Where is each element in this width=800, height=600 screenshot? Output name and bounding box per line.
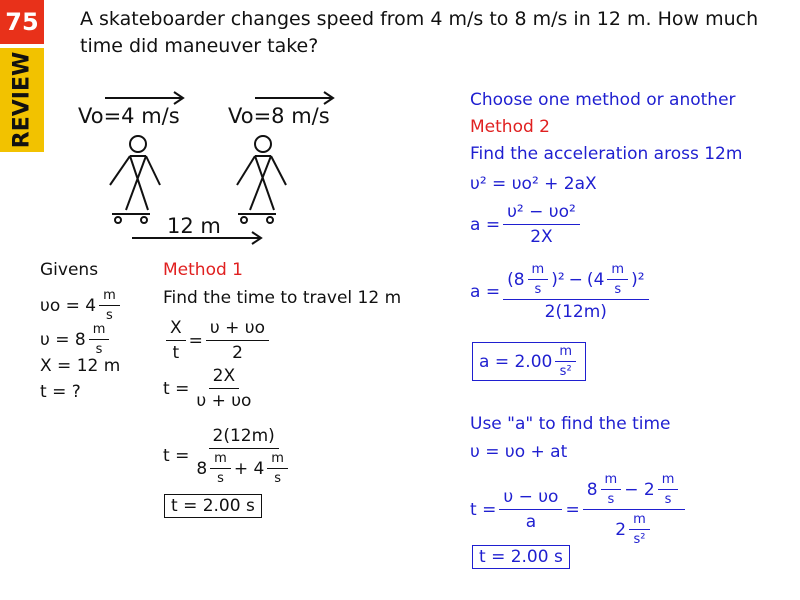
final-velocity-label: Vo=8 m/s bbox=[228, 104, 330, 128]
method-choice-intro: Choose one method or another bbox=[470, 90, 736, 110]
distance-label: 12 m bbox=[167, 214, 221, 238]
review-tab-label: REVIEW bbox=[9, 51, 35, 149]
method2-eq4: υ = υo + at bbox=[470, 442, 568, 462]
method1-heading: Method 1 bbox=[163, 260, 243, 280]
given-time: t = ? bbox=[40, 382, 81, 402]
method2-acceleration-answer: a = 2.00 $\frac{m}{\text{s²}}$ bbox=[472, 342, 586, 381]
method1-answer: t = 2.00 s bbox=[164, 494, 262, 518]
velocity-arrow-initial bbox=[105, 92, 183, 104]
slide-number: 75 bbox=[0, 0, 44, 44]
initial-velocity-label: Vo=4 m/s bbox=[78, 104, 180, 128]
given-distance: X = 12 m bbox=[40, 356, 121, 376]
method1-eq2: t = $\frac{2X}{\upsilon + \upsilon o}$ bbox=[163, 366, 252, 411]
method2-heading: Method 2 bbox=[470, 117, 550, 137]
given-final-velocity: υ = 8 $\frac{m}{s}$ bbox=[40, 322, 112, 357]
method2-eq1: υ² = υo² + 2aX bbox=[470, 174, 597, 194]
givens-heading: Givens bbox=[40, 260, 99, 280]
method2-time-answer: t = 2.00 s bbox=[472, 545, 570, 569]
question-text: A skateboarder changes speed from 4 m/s to 8 m/s in 12 m. How much time did maneuver take? bbox=[80, 8, 759, 57]
method1-eq3: t = 2(12m) 8 $\frac{m}{s}$ + 4 $\frac{m}{s}$ bbox=[163, 426, 298, 486]
method2-instruction: Find the acceleration aross 12m bbox=[470, 144, 743, 164]
method2-eq2: a = $\frac{\text{υ² − υo²}}{2X}$ bbox=[470, 202, 583, 247]
method1-eq1: $\frac{X}{t}$ = $\frac{\upsilon + \upsilon o}{2}$ bbox=[163, 318, 272, 363]
method2-eq3: a = ( 8 $\frac{m}{s}$ )² − ( 4 $\frac{m}{s}$ )² 2(12m) bbox=[470, 262, 652, 322]
velocity-arrow-final bbox=[255, 92, 333, 104]
given-initial-velocity: υo = 4 $\frac{m}{s}$ bbox=[40, 288, 123, 323]
stick-figure-final bbox=[237, 136, 286, 223]
method1-instruction: Find the time to travel 12 m bbox=[163, 288, 402, 308]
method2-eq5: t = $\frac{\upsilon - \upsilon o}{a}$ = 8 $\frac{m}{s}$ − 2 $\frac{m}{s}$ 2 $\frac{m}{\text{s²}}$ bbox=[470, 472, 688, 547]
stick-figure-initial bbox=[110, 136, 160, 223]
use-a-instruction: Use "a" to find the time bbox=[470, 414, 671, 434]
